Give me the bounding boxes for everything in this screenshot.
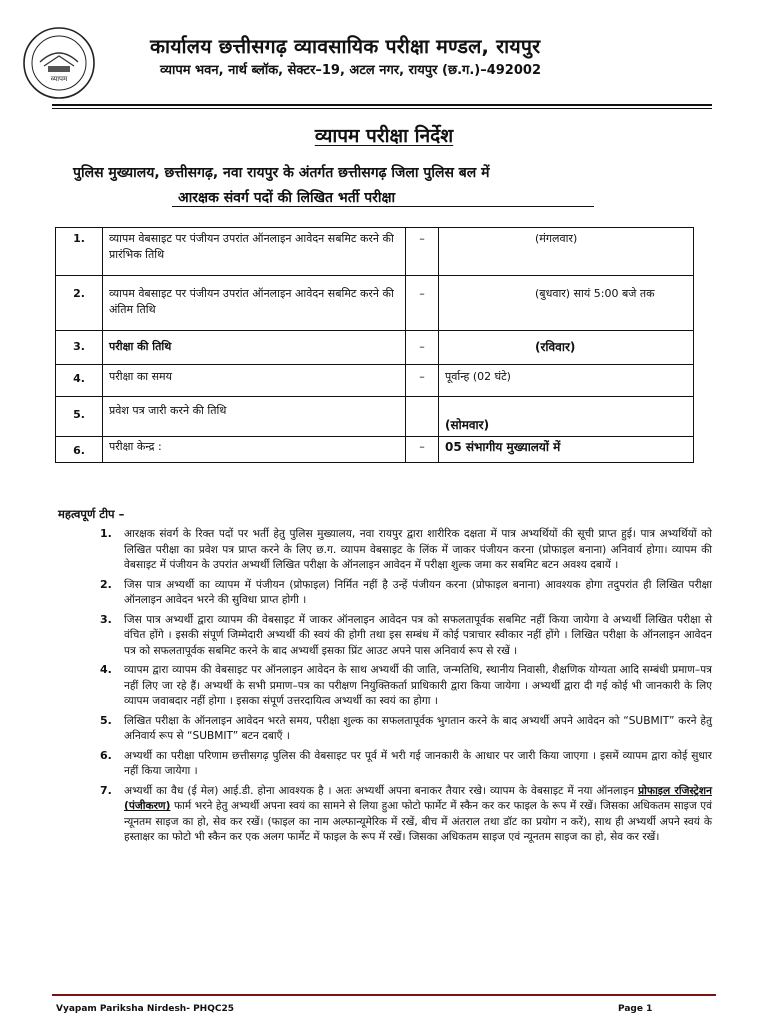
tip-number: 6.: [100, 748, 112, 762]
tip-text-part: अभ्यर्थी का वैध (ई मेल) आई.डी. होना आवश्यक है । अतः अभ्यर्थी अपना बनाकर तैयार रखे। व्यापम के वेबसाइट में नया ऑनलाइन: [124, 784, 635, 797]
tip-text: जिस पात्र अभ्यर्थी द्वारा व्यापम की वेबसाइट में जाकर ऑनलाइन आवेदन पत्र को सफलतापूर्वक सबमिट नहीं किया जायेगा वे अभ्यर्थी लिखित परीक्षा से वंचित होंगे । इसकी संपूर्ण जिम्मेदारी अभ्यर्थी की स्वयं की होगी तथा इस सम्बंध में कोई पत्राचार स्वीकार नहीं होंगे । लिखित परीक्षा के ऑनलाइन आवेदन पत्र को सफलतापूर्वक सबमिट करने के बाद अभ्यर्थी इसका प्रिंट आउट अपने पास अनिवार्य रूप से रखें ।: [124, 613, 712, 657]
tip-text: अभ्यर्थी का परीक्षा परिणाम छत्तीसगढ़ पुलिस की वेबसाइट पर पूर्व में भरी गई जानकारी के आधार पर जारी किया जाएगा । इसमें व्यापम द्वारा कोई सुधार नहीं किया जायेगा ।: [124, 749, 712, 777]
tips-heading: महत्वपूर्ण टीप –: [58, 507, 125, 521]
row-label: व्यापम वेबसाइट पर पंजीयन उपरांत ऑनलाइन आवेदन सबमिट करने की अंतिम तिथि: [103, 276, 406, 331]
tip-number: 3.: [100, 612, 112, 626]
tip-text: जिस पात्र अभ्यर्थी का व्यापम में पंजीयन (प्रोफाइल) निर्मित नहीं है उन्हें पंजीयन करना (प्रोफाइल बनाना) आवश्यक होगा तदुपरांत ही लिखित परीक्षा ऑनलाइन आवेदन भरने की सुविधा प्राप्त होगी ।: [124, 578, 712, 606]
row-number: 6.: [56, 437, 103, 463]
row-dash: –: [406, 437, 439, 463]
list-item: [100, 663, 712, 710]
list-item: [100, 749, 712, 780]
row-number: 4.: [56, 365, 103, 397]
row-value: (मंगलवार): [439, 228, 694, 276]
list-item: [100, 613, 712, 660]
row-number: 1.: [56, 228, 103, 276]
row-dash: –: [406, 331, 439, 365]
table-row: [56, 365, 694, 397]
office-address: व्यापम भवन, नार्थ ब्लॉक, सेक्टर–19, अटल नगर, रायपुर (छ.ग.)–492002: [160, 63, 541, 78]
tip-text: आरक्षक संवर्ग के रिक्त पदों पर भर्ती हेतु पुलिस मुख्यालय, नवा रायपुर द्वारा शारीरिक दक्षता में पात्र अभ्यर्थियों की सूची प्राप्त हुई। पात्र अभ्यर्थियों को लिखित परीक्षा का प्रवेश पत्र प्राप्त करने के लिए छ.ग. व्यापम वेबसाइट के लिंक में जाकर पंजीयन करना (प्रोफाइल बनाना) अनिवार्य होगा। व्यापम की वेबसाइट में पंजीयन के उपरांत अभ्यर्थी लिखित परीक्षा के ऑनलाइन आवेदन में परीक्षा शुल्क जमा कर सबमिट बटन अवश्य दबायें ।: [124, 528, 712, 571]
row-dash: –: [406, 228, 439, 276]
table-row: [56, 228, 694, 276]
row-dash: [406, 397, 439, 437]
office-title: कार्यालय छत्तीसगढ़ व्यावसायिक परीक्षा मण्डल, रायपुर: [150, 35, 541, 58]
header-rule: [52, 104, 712, 106]
page-title: व्यापम परीक्षा निर्देश: [314, 125, 454, 147]
row-value: (रविवार): [439, 331, 694, 365]
row-label: परीक्षा का समय: [103, 365, 406, 397]
row-dash: –: [406, 276, 439, 331]
table-row: [56, 437, 694, 463]
row-number: 5.: [56, 397, 103, 437]
list-item: [100, 527, 712, 574]
vyapam-seal-logo: [22, 26, 96, 100]
tip-text: व्यापम द्वारा व्यापम की वेबसाइट पर ऑनलाइन आवेदन के साथ अभ्यर्थी की जाति, जन्मतिथि, स्थानीय निवासी, शैक्षणिक योग्यता आदि सम्बंधी प्रमाण–पत्र नहीं लिए जा रहे हैं। अभ्यर्थी के सभी प्रमाण–पत्र का परीक्षण नियुक्तिकर्ता प्राधिकारी द्वारा किया जायेगा । अभ्यर्थी द्वारा दी गई कोई भी जानकारी के लिए व्यापम जवाबदार नहीं होगा । इसका संपूर्ण उत्तरदायित्व अभ्यर्थी का स्वयं का होगा ।: [124, 664, 712, 707]
tip-text-part: फार्म भरने हेतु अभ्यर्थी अपना स्वयं का सामने से लिया हुआ फोटो फार्मेट में स्कैन कर कर फाइल के रूप में रखें। जिसका अधिकतम साइज एवं न्यूनतम साइज का हो, सेव कर रखें। (फाइल का नाम अल्फान्यूमेरिक में रखें, बीच में अंतराल तथा डॉट का प्रयोग न करें), साथ ही अभ्यर्थी अपने स्वयं के हस्ताक्षर का फोटो भी स्कैन कर एक अलग फार्मेट में फाइल के रूप में रखें। जिसका अधिकतम साइज एवं न्यूनतम साइज का हो, सेव कर रखें।: [124, 800, 712, 843]
footer-page-number: Page 1: [618, 1004, 653, 1014]
table-row: [56, 397, 694, 437]
row-label: प्रवेश पत्र जारी करने की तिथि: [103, 397, 406, 437]
row-value: (बुधवार) सायं 5:00 बजे तक: [439, 276, 694, 331]
row-number: 2.: [56, 276, 103, 331]
row-number: 3.: [56, 331, 103, 365]
table-row: [56, 331, 694, 365]
subtitle-line-2: आरक्षक संवर्ग पदों की लिखित भर्ती परीक्षा: [178, 190, 396, 206]
seal-text: व्यापम: [50, 75, 68, 83]
tip-text: [124, 784, 712, 846]
tip-number: 5.: [100, 713, 112, 727]
row-label: परीक्षा केन्द्र :: [103, 437, 406, 463]
tip-number: 2.: [100, 577, 112, 591]
schedule-table: [55, 227, 694, 463]
list-item: [100, 784, 712, 846]
list-item: [100, 714, 712, 745]
row-value: पूर्वान्ह (02 घंटे): [439, 365, 694, 397]
row-dash: –: [406, 365, 439, 397]
profile-registration-label: प्रोफाइल रजिस्ट्रेशन (पंजीकरण): [124, 784, 712, 812]
list-item: [100, 578, 712, 609]
subtitle-underline: [172, 206, 594, 207]
tip-text: लिखित परीक्षा के ऑनलाइन आवेदन भरते समय, परीक्षा शुल्क का सफलतापूर्वक भुगतान करने के बाद अभ्यर्थी अपने आवेदन को “SUBMIT” करने हेतु अनिवार्य रूप से “SUBMIT” बटन दबाएँ ।: [124, 714, 712, 742]
table-row: [56, 276, 694, 331]
row-value: (सोमवार): [439, 397, 694, 437]
tips-list: [100, 527, 712, 850]
row-value: 05 संभागीय मुख्यालयों में: [439, 437, 694, 463]
tip-number: 1.: [100, 527, 112, 540]
footer-rule: [52, 994, 716, 996]
footer-doc-id: Vyapam Pariksha Nirdesh- PHQC25: [56, 1004, 234, 1014]
row-label: परीक्षा की तिथि: [103, 331, 406, 365]
header-rule-thin: [52, 108, 712, 109]
subtitle-line-1: पुलिस मुख्यालय, छत्तीसगढ़, नवा रायपुर के अंतर्गत छत्तीसगढ़ जिला पुलिस बल में: [73, 165, 490, 181]
row-label: व्यापम वेबसाइट पर पंजीयन उपरांत ऑनलाइन आवेदन सबमिट करने की प्रारंभिक तिथि: [103, 228, 406, 276]
tip-number: 4.: [100, 663, 112, 676]
tip-number: 7.: [100, 783, 112, 797]
